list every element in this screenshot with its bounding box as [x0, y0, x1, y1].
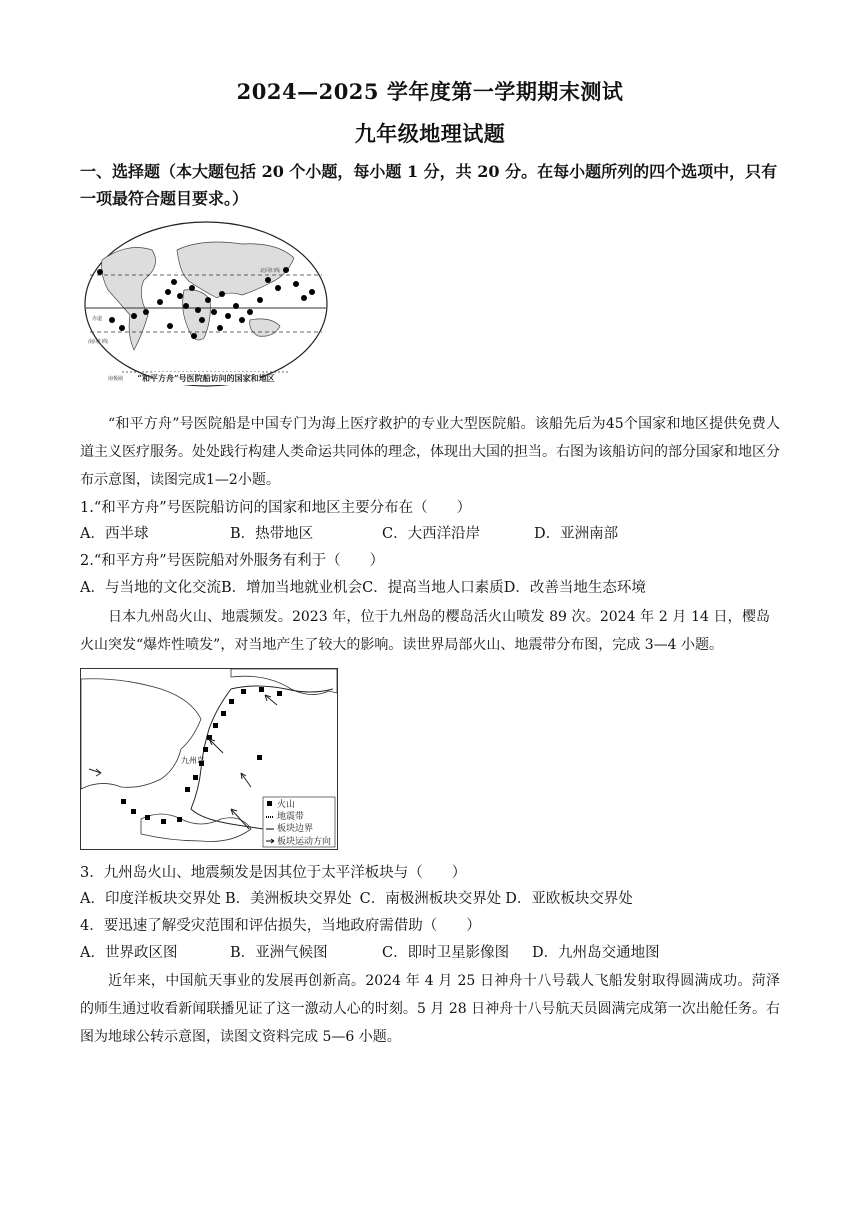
- legend-plate-boundary: 板块边界: [277, 824, 314, 834]
- q3-option-c[interactable]: C．南极洲板块交界处: [359, 891, 502, 907]
- question-3-options: [80, 886, 780, 912]
- q2-option-c[interactable]: C．提高当地人口素质: [362, 580, 504, 596]
- passage-hospital-ship: “和平方舟”号医院船是中国专门为海上医疗救护的专业大型医院船。该船先后为45个国家和地区提供免费人道主义医疗服务。处处践行构建人类命运共同体的理念，体现出大国的担当。右图为该船访问的部分国家和地区分布示意图，读图完成1—2小题。: [80, 416, 780, 488]
- volcano-map-figure: [80, 668, 338, 850]
- q1-option-c[interactable]: C．大西洋沿岸: [382, 526, 481, 542]
- question-2-stem: 2.“和平方舟”号医院船对外服务有利于（ ）: [80, 553, 385, 569]
- question-1-stem: 1.“和平方舟”号医院船访问的国家和地区主要分布在（ ）: [80, 500, 472, 516]
- question-3-stem: 3．九州岛火山、地震频发是因其位于太平洋板块与（ ）: [80, 865, 467, 881]
- q4-option-d[interactable]: D．九州岛交通地图: [532, 945, 660, 961]
- question-4-options: [80, 940, 780, 966]
- lat-label-equator: 赤道: [92, 316, 103, 322]
- q3-option-d[interactable]: D．亚欧板块交界处: [505, 891, 633, 907]
- passage-kyushu-volcano: 日本九州岛火山、地震频发。2023 年，位于九州岛的樱岛活火山喷发 89 次。2024 年 2 月 14 日，樱岛火山突发“爆炸性喷发”，对当地产生了较大的影响。读世界局部火山、地震带分布图，完成 3—4 小题。: [80, 609, 770, 653]
- passage-shenzhou-18: 近年来，中国航天事业的发展再创新高。2024 年 4 月 25 日神舟十八号载人飞船发射取得圆满成功。菏泽的师生通过收看新闻联播见证了这一激动人心的时刻。5 月 28 日神舟十八号航天员圆满完成第一次出舱任务。右图为地球公转示意图，读图文资料完成 5—6 小题。: [80, 973, 780, 1045]
- world-map-figure: [82, 220, 330, 388]
- exam-subtitle: 九年级地理试题: [354, 121, 506, 146]
- map1-caption: “和平方舟”号医院船访问的国家和地区: [137, 373, 275, 383]
- q1-option-d[interactable]: D．亚洲南部: [534, 526, 619, 542]
- legend-volcano: 火山: [277, 800, 296, 810]
- lat-label-antarctic: 南极圈: [108, 376, 124, 382]
- q2-option-b[interactable]: B．增加当地就业机会: [220, 580, 363, 596]
- world-map-svg: [82, 220, 330, 388]
- question-1-options: [80, 521, 780, 547]
- exam-title: 2024—2025 学年度第一学期期末测试: [236, 79, 624, 104]
- q4-option-c[interactable]: C．即时卫星影像图: [382, 945, 510, 961]
- q1-option-a[interactable]: A．西半球: [80, 526, 149, 542]
- lat-label-tropic-south: 南回归线: [88, 339, 109, 345]
- q2-option-d[interactable]: D．改善当地生态环境: [503, 580, 646, 596]
- q1-option-b[interactable]: B．热带地区: [230, 526, 314, 542]
- q3-option-a[interactable]: A．印度洋板块交界处: [80, 891, 221, 907]
- q2-option-a[interactable]: A．与当地的文化交流: [80, 580, 221, 596]
- legend-earthquake-belt: 地震带: [277, 812, 305, 822]
- place-label-kyushu: 九州岛: [181, 756, 205, 765]
- q4-option-b[interactable]: B．亚洲气候图: [230, 945, 328, 961]
- section-heading: 一、选择题（本大题包括 20 个小题，每小题 1 分，共 20 分。在每小题所列的四个选项中，只有一项最符合题目要求。）: [80, 162, 778, 208]
- q3-option-b[interactable]: B．美洲板块交界处: [224, 891, 352, 907]
- lat-label-tropic-north: 北回归线: [260, 268, 281, 274]
- question-4-stem: 4．要迅速了解受灾范围和评估损失，当地政府需借助（ ）: [80, 918, 481, 934]
- legend-plate-motion: 板块运动方向: [277, 837, 332, 847]
- volcano-map-svg: [81, 669, 337, 849]
- q4-option-a[interactable]: A．世界政区图: [80, 945, 178, 961]
- question-2-options: [80, 575, 780, 601]
